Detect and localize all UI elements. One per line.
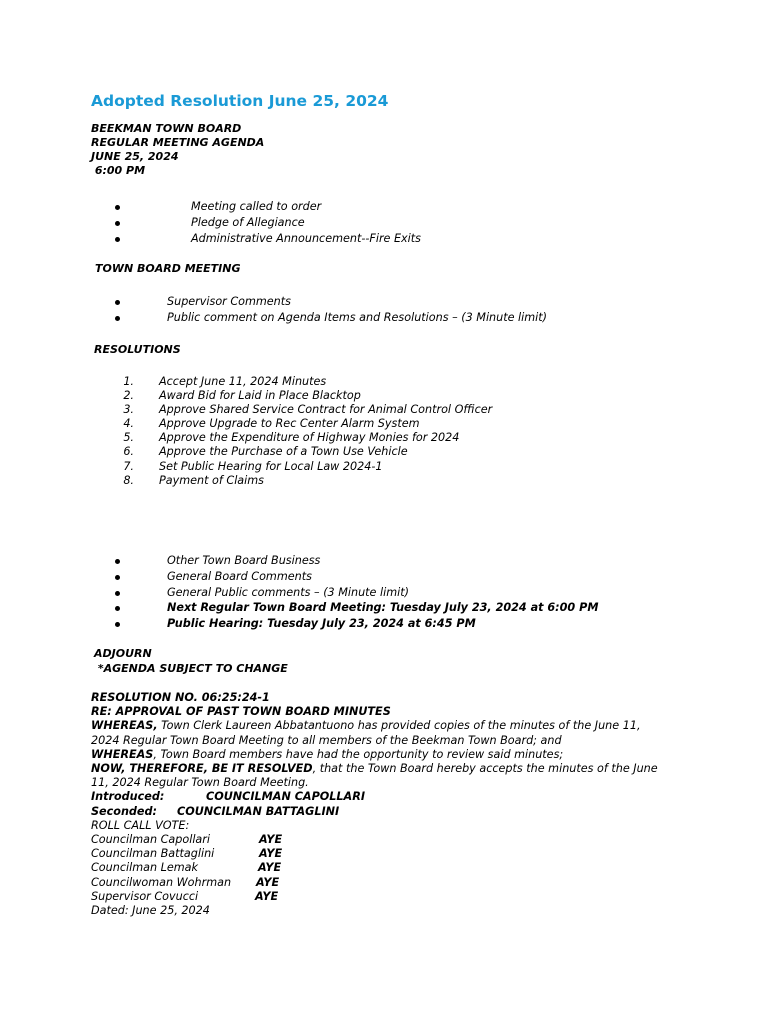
bullet-icon: [115, 205, 120, 210]
bullet-icon: [115, 316, 120, 321]
roll-call-label: ROLL CALL VOTE:: [91, 818, 190, 832]
document-title: Adopted Resolution June 25, 2024: [91, 92, 389, 110]
whereas-paragraph-2: WHEREAS, Town Board members have had the opportunity to review said minutes;: [91, 747, 564, 761]
header-line-date: JUNE 25, 2024: [91, 150, 179, 163]
bullet-icon: [115, 221, 120, 226]
vote-row: Supervisor Covucci AYE: [91, 889, 279, 903]
vote-row: Councilwoman Wohrman AYE: [91, 875, 280, 889]
resolved-paragraph: NOW, THEREFORE, BE IT RESOLVED, that the Town Board hereby accepts the minutes of the June: [91, 762, 658, 776]
resolution-re: RE: APPROVAL OF PAST TOWN BOARD MINUTES: [91, 705, 391, 719]
bullet-icon: [115, 559, 120, 564]
bullet-icon: [115, 606, 120, 611]
header-line-board: BEEKMAN TOWN BOARD: [91, 122, 242, 135]
bullet-icon: [115, 237, 120, 242]
whereas-paragraph-1-cont: 2024 Regular Town Board Meeting to all members of the Beekman Town Board; and: [91, 733, 562, 747]
agenda-note: *AGENDA SUBJECT TO CHANGE: [94, 662, 288, 675]
resolution-block: [91, 691, 691, 918]
bullet-icon: [115, 622, 120, 627]
header-line-agenda: REGULAR MEETING AGENDA: [91, 136, 265, 149]
bullet-icon: [115, 575, 120, 580]
resolution-number: RESOLUTION NO. 06:25:24-1: [91, 691, 270, 704]
resolutions-heading: RESOLUTIONS: [94, 343, 181, 356]
seconded-line: Seconded: COUNCILMAN BATTAGLINI: [91, 804, 340, 818]
introduced-line: Introduced: COUNCILMAN CAPOLLARI: [91, 790, 365, 804]
dated-line: Dated: June 25, 2024: [91, 903, 210, 917]
document-page: Adopted Resolution June 25, 2024 BEEKMAN TOWN BOARD REGULAR MEETING AGENDA JUNE 25, 2024 6:00 PM Meeting called to order Pledge of Allegiance Administrative Announcement--Fire Exits TOWN BOARD MEETING Supervisor Comments Public comment on Agenda Items and Resolutions – (3 Minute limit) RESOLUTIONS 1. Accept June 11, 2024 Minutes 2. Award Bid for Laid in Place Blacktop 3. Approve Shared Service Contract for Animal Control Officer 4. Approve Upgrade to Rec Center Alarm System 5. Approve the Expenditure of Highway Monies for 2024 6. Approve the Purchase of a Town Use Vehicle 7. Set Public Hearing for Local Law 2024-1 8. Payment of Claims Other Town Board Business General Board Comments General Public comments – (3 Minute limit) Next Regular Town Board Meeting: Tuesday July 23, 2024 at 6:00 PM Public Hearing: Tuesday July 23, 2024 at 6:45 PM ADJOURN *AGENDA SUBJECT TO CHANGE RESOLUTION NO. 06:25:24-1 RE: APPROVAL OF PAST TOWN BOARD MINUTES WHEREAS, Town Clerk Laureen Abbatantuono has provided copies of the minutes of the June 11, 2024 Regular Town Board Meeting to all members of the Beekman Town Board; and WHEREAS, Town Board members have had the opportunity to review said minutes; NOW, THEREFORE, BE IT RESOLVED, that the Town Board hereby accepts the minutes of the June 11, 2024 Regular Town Board Meeting. Introduced: COUNCILMAN CAPOLLARI Seconded: COUNCILMAN BATTAGLINI ROLL CALL VOTE: Councilman Capollari AYE Councilman Battaglini AYE Councilman Lemak AYE Councilwoman Wohrman AYE Supervisor Covucci AYE Dated: June 25, 2024: [0, 0, 770, 1024]
bullet-icon: [115, 591, 120, 596]
vote-row: Councilman Capollari AYE: [91, 833, 283, 846]
town-board-heading: TOWN BOARD MEETING: [95, 262, 241, 275]
vote-row: Councilman Battaglini AYE: [91, 847, 283, 861]
adjourn-label: ADJOURN: [94, 647, 152, 660]
agenda-header: [91, 122, 264, 178]
whereas-paragraph-1: WHEREAS, Town Clerk Laureen Abbatantuono has provided copies of the minutes of the June 11,: [91, 719, 641, 733]
bullet-icon: [115, 300, 120, 305]
header-line-time: 6:00 PM: [91, 164, 146, 177]
resolved-paragraph-cont: 11, 2024 Regular Town Board Meeting.: [91, 776, 309, 790]
vote-row: Councilman Lemak AYE: [91, 861, 282, 875]
